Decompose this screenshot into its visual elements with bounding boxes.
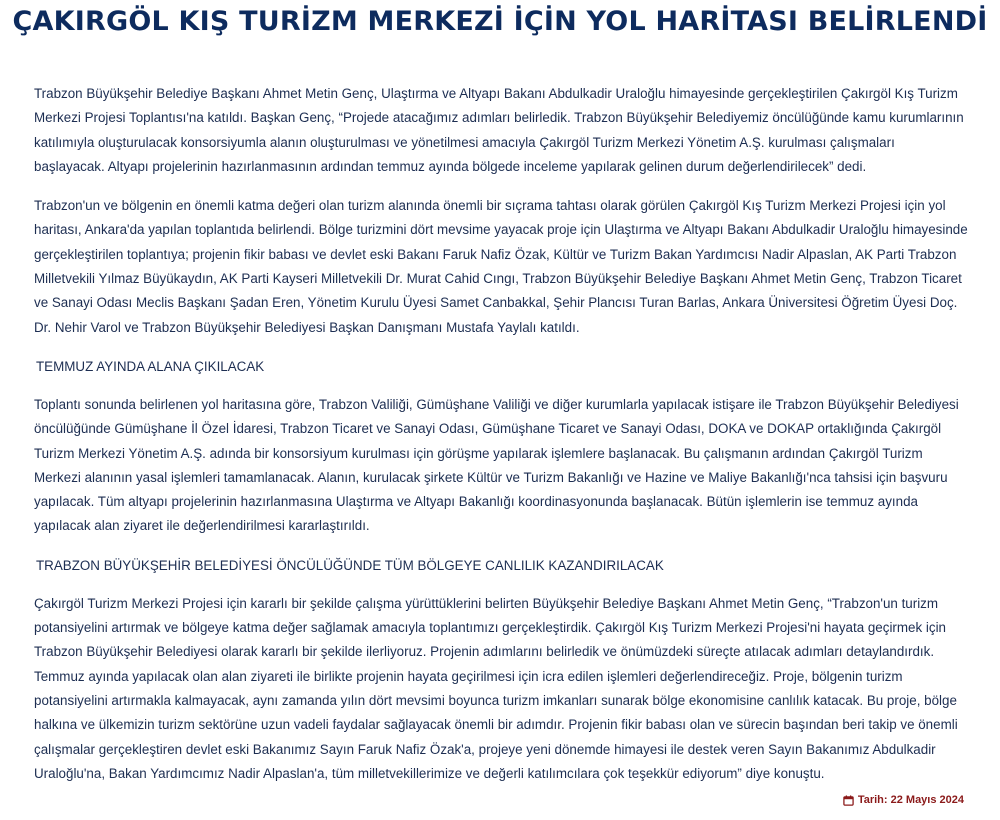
article-paragraph-1: Trabzon Büyükşehir Belediye Başkanı Ahmet Metin Genç, Ulaştırma ve Altyapı Bakanı Abdulkadir Uraloğlu himayesinde gerçekleştirilen Çakırgöl Kış Turizm Merkezi Projesi Toplantısı'na katıldı. Başkan Genç, “Projede atacağımız adımları belirledik. Trabzon Büyükşehir Belediyemiz öncülüğünde kamu kurumlarının katılımıyla oluşturulacak konsorsiyumla alanın oluşturulması ve yönetilmesi amacıyla Çakırgöl Turizm Merkezi Yönetim A.Ş. kurulması çalışmaları başlayacak. Altyapı projelerinin hazırlanmasının ardından temmuz ayında bölgede inceleme yapılarak gelinen durum değerlendirilecek” dedi.	[34, 86, 964, 174]
article-paragraph-4: Çakırgöl Turizm Merkezi Projesi için kararlı bir şekilde çalışma yürüttüklerini belirten Büyükşehir Belediye Başkanı Ahmet Metin Genç, “Trabzon'un turizm potansiyelini artırmak ve bölgeye katma değer sağlamak amacıyla toplantımızı gerçekleştirdik. Çakırgöl Kış Turizm Merkezi Projesi'ni hayata geçirmek için Trabzon Büyükşehir Belediyesi olarak kararlı bir şekilde ilerliyoruz. Projenin adımlarını belirledik ve önümüzdeki süreçte atılacak adımları detaylandırdık. Temmuz ayında yapılacak olan alan ziyareti ile birlikte projenin hayata geçirilmesi için icra edilen işlemleri değerlendireceğiz. Proje, bölgenin turizm potansiyelini artırmakla kalmayacak, aynı zamanda yılın dört mevsimi boyunca turizm imkanları sunarak bölge ekonomisine canlılık katacak. Bu proje, bölge halkına ve ülkemizin turizm sektörüne uzun vadeli faydalar sağlayacak önemli bir adımdır. Projenin fikir babası olan ve sürecin başından beri takip ve önemli çalışmalar gerçekleştiren devlet eski Bakanımız Sayın Faruk Nafiz Özak'a, projeye yeni dönemde himayesi ile destek veren Sayın Bakanımız Abdulkadir Uraloğlu'na, Bakan Yardımcımız Nadir Alpaslan'a, tüm milletvekillerimize ve değerli katılımcılara çok teşekkür ediyorum” diye konuştu.	[34, 595, 958, 781]
article-paragraph-2: Trabzon'un ve bölgenin en önemli katma değeri olan turizm alanında önemli bir sıçrama tahtası olarak görülen Çakırgöl Kış Turizm Merkezi Projesi için yol haritası, Ankara'da yapılan toplantıda belirlendi. Bölge turizmini dört mevsime yayacak proje için Ulaştırma ve Altyapı Bakanı Abdulkadir Uraloğlu himayesinde gerçekleştirilen toplantıya; projenin fikir babası ve devlet eski Bakanı Faruk Nafiz Özak, Kültür ve Turizm Bakan Yardımcısı Nadir Alpaslan, AK Parti Trabzon Milletvekili Yılmaz Büyükaydın, AK Parti Kayseri Milletvekili Dr. Murat Cahid Cıngı, Trabzon Büyükşehir Belediye Başkanı Ahmet Metin Genç, Trabzon Ticaret ve Sanayi Odası Meclis Başkanı Şadan Eren, Yönetim Kurulu Üyesi Samet Canbakkal, Şehir Plancısı Turan Barlas, Ankara Üniversitesi Öğretim Üyesi Doç. Dr. Nehir Varol ve Trabzon Büyükşehir Belediyesi Başkan Danışmanı Mustafa Yaylalı katıldı.	[34, 198, 968, 335]
article-body	[34, 82, 968, 801]
calendar-icon	[843, 795, 854, 806]
article-subheading-1: TEMMUZ AYINDA ALANA ÇIKILACAK	[36, 358, 265, 374]
article-paragraph-3: Toplantı sonunda belirlenen yol haritasına göre, Trabzon Valiliği, Gümüşhane Valiliği ve diğer kurumlarla yapılacak istişare ile Trabzon Büyükşehir Belediyesi öncülüğünde Gümüşhane İl Özel İdaresi, Trabzon Ticaret ve Sanayi Odası, Gümüşhane Ticaret ve Sanayi Odası, DOKA ve DOKAP ortaklığında Çakırgöl Turizm Merkezi Yönetim A.Ş. adında bir konsorsiyum kurulması için görüşme yapılarak işlemlere başlanacak. Bu çalışmanın ardından Çakırgöl Turizm Merkezi alanının yasal işlemleri tamamlanacak. Alanın, kurulacak şirkete Kültür ve Turizm Bakanlığı ve Hazine ve Maliye Bakanlığı'nca tahsisi için başvuru yapılacak. Tüm altyapı projelerinin hazırlanmasına Ulaştırma ve Altyapı Bakanlığı koordinasyonunda başlanacak. Bütün işlemlerin ise temmuz ayında yapılacak alan ziyaret ile değerlendirilmesi kararlaştırıldı.	[34, 396, 959, 534]
article-date-label: Tarih: 22 Mayıs 2024	[857, 794, 964, 806]
article-subheading-2: TRABZON BÜYÜKŞEHİR BELEDİYESİ ÖNCÜLÜĞÜNDE TÜM BÖLGEYE CANLILIK KAZANDIRILACAK	[36, 557, 664, 573]
article-date	[843, 794, 964, 806]
article-title: ÇAKIRGÖL KIŞ TURİZM MERKEZİ İÇİN YOL HARİTASI BELİRLENDİ	[12, 6, 988, 37]
